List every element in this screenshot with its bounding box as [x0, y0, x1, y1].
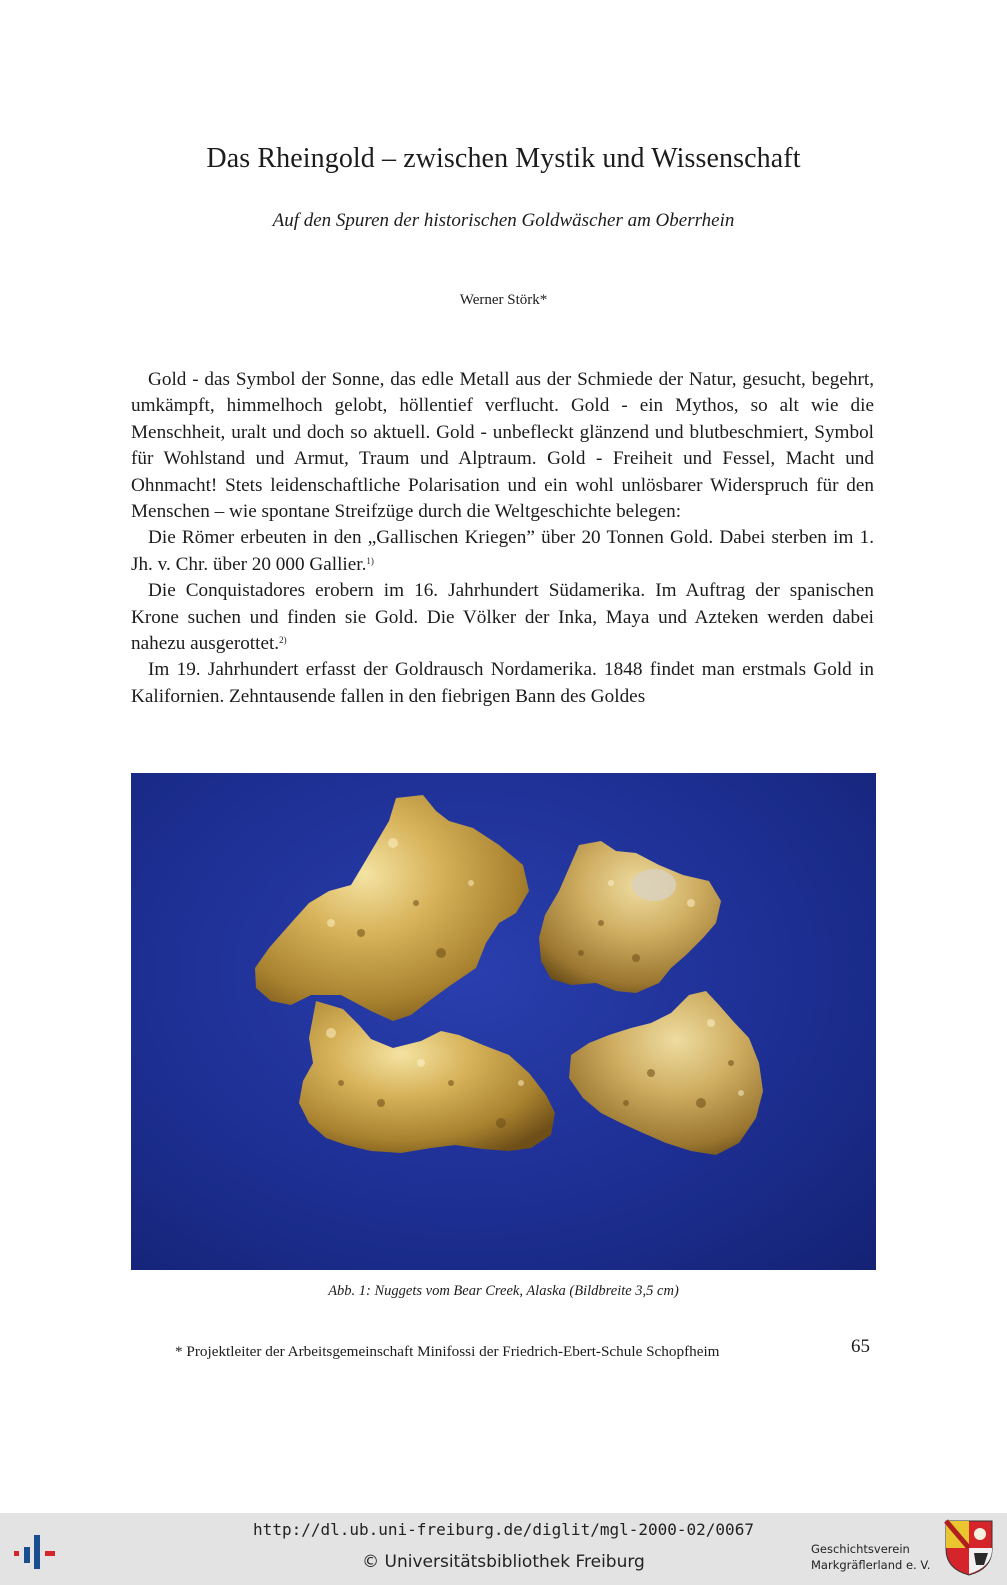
page-number: 65 — [851, 1336, 870, 1357]
footer-bar — [0, 1513, 1007, 1585]
footnote: * Projektleiter der Arbeitsgemeinschaft Minifossi der Friedrich-Ebert-Schule Schopfheim — [175, 1343, 720, 1360]
paragraph — [131, 367, 874, 525]
nugget — [255, 795, 529, 1021]
footnote-reference[interactable]: 2) — [279, 635, 287, 646]
footnote-reference[interactable]: 1) — [366, 555, 374, 566]
paragraph — [131, 578, 874, 657]
figure-caption: Abb. 1: Nuggets vom Bear Creek, Alaska (Bildbreite 3,5 cm) — [328, 1283, 679, 1299]
paragraph-text: Die Conquistadores erobern im 16. Jahrhundert Südamerika. Im Auftrag der spanischen Krone suchen und finden sie Gold. Die Völker der Inka, Maya und Azteken werden dabei nahezu ausgerottet. — [131, 580, 874, 655]
paragraph — [131, 525, 874, 578]
article-author: Werner Störk* — [459, 292, 548, 308]
gold-nuggets-photo — [131, 773, 876, 1270]
article-body — [131, 367, 874, 710]
society-name-line: Geschichtsverein — [811, 1542, 910, 1556]
document-url-link[interactable]: http://dl.ub.uni-freiburg.de/diglit/mgl-2000-02/0067 — [253, 1520, 754, 1539]
article-subtitle: Auf den Spuren der historischen Goldwäscher am Oberrhein — [272, 210, 735, 231]
nugget — [569, 991, 763, 1155]
nugget — [299, 1001, 555, 1153]
article-title: Das Rheingold – zwischen Mystik und Wissenschaft — [206, 143, 801, 174]
paragraph-text: Gold - das Symbol der Sonne, das edle Metall aus der Schmiede der Natur, gesucht, begehrt, umkämpft, himmelhoch gelobt, höllentief verflucht. Gold - ein Mythos, so alt wie die Menschheit, uralt und doch so aktuell. Gold - unbefleckt glänzend und blutbeschmiert, Symbol für Wohlstand und Armut, Traum und Alptraum. Gold - Freiheit und Fessel, Macht und Ohnmacht! Stets leidenschaftliche Polarisation und ein wohl unlösbarer Widerspruch für den Menschen – wie spontane Streifzüge durch die Weltgeschichte belegen: — [131, 369, 874, 523]
paragraph-text: Im 19. Jahrhundert erfasst der Goldrausch Nordamerika. 1848 findet man erstmals Gold in Kalifornien. Zehntausende fallen in den fiebrigen Bann des Goldes — [131, 659, 874, 707]
paragraph — [131, 657, 874, 710]
society-name-line: Markgräflerland e. V. — [811, 1558, 931, 1572]
paragraph-text: Die Römer erbeuten in den „Gallischen Kriegen” über 20 Tonnen Gold. Dabei sterben im 1. Jh. v. Chr. über 20 000 Gallier. — [131, 527, 874, 575]
copyright-notice: © Universitätsbibliothek Freiburg — [362, 1552, 645, 1572]
society-name — [811, 1541, 930, 1573]
nugget — [539, 841, 721, 993]
coat-of-arms-icon — [944, 1519, 994, 1582]
